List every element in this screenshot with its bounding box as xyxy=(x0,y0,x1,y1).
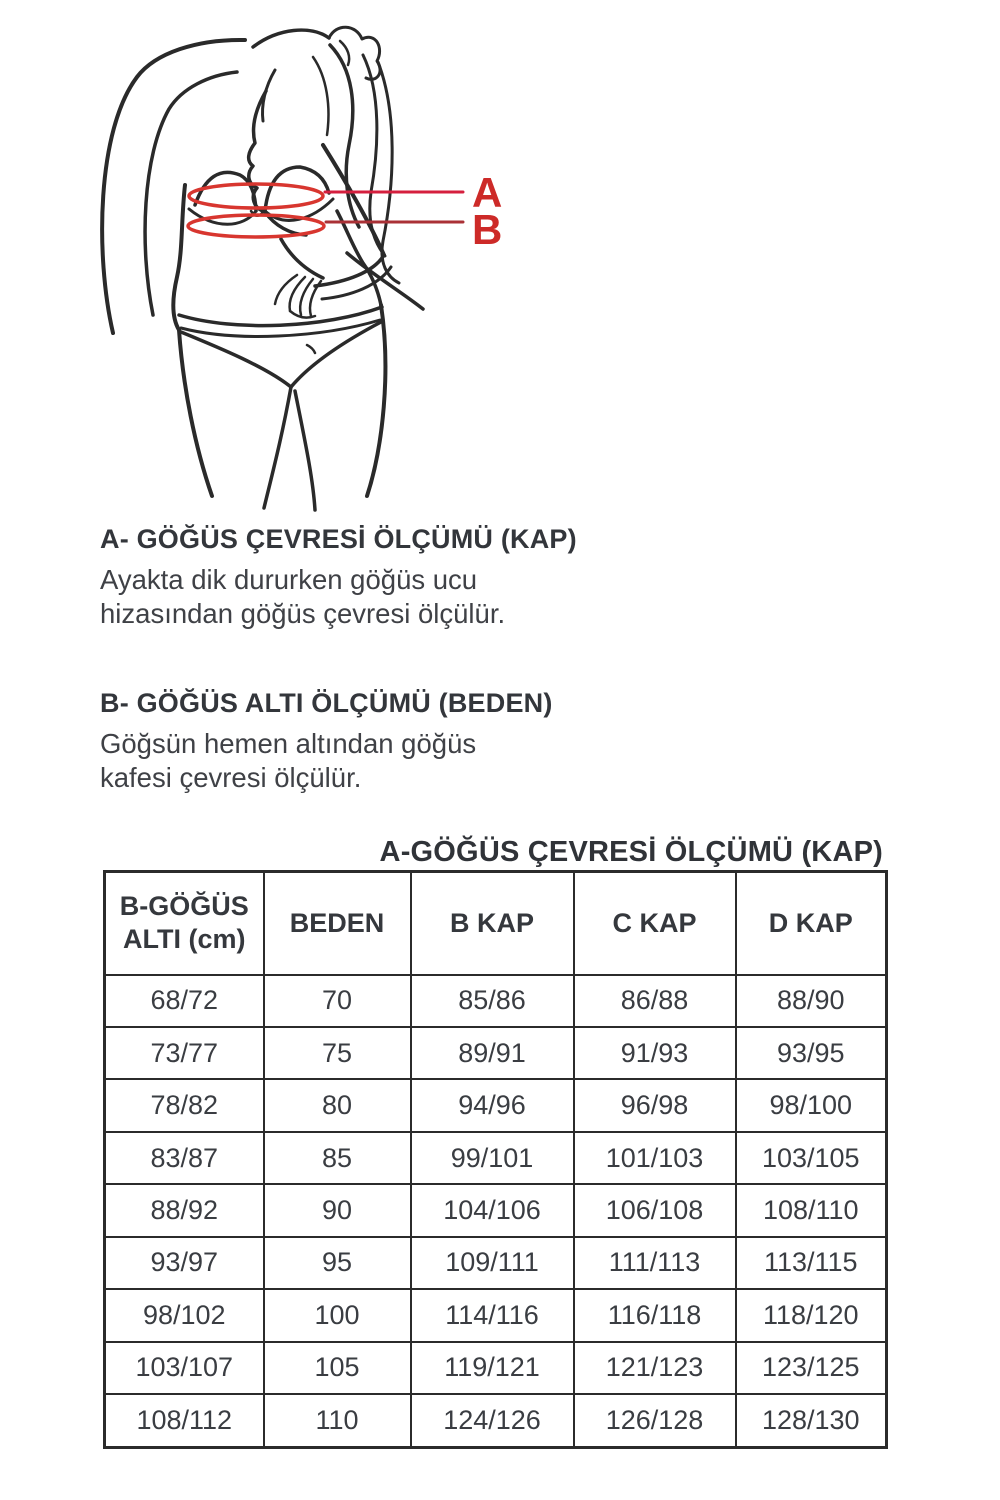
size-table-cell: 108/110 xyxy=(736,1184,887,1236)
measure-label-b: B xyxy=(472,206,503,253)
size-table-cell: 85 xyxy=(264,1132,411,1184)
section-a-line1: Ayakta dik dururken göğüs ucu xyxy=(100,564,478,595)
measurement-figure xyxy=(85,15,525,515)
size-table-cell: 94/96 xyxy=(411,1079,574,1131)
size-table-cell: 68/72 xyxy=(105,975,264,1027)
size-table-cell: 88/90 xyxy=(736,975,887,1027)
size-table-cell: 103/107 xyxy=(105,1342,264,1394)
size-table-cell: 98/100 xyxy=(736,1079,887,1131)
size-table-cell: 78/82 xyxy=(105,1079,264,1131)
body-outline-sketch xyxy=(102,27,423,510)
measure-label-a: A xyxy=(472,169,503,216)
size-table-cell: 111/113 xyxy=(574,1237,736,1289)
size-table-cell: 114/116 xyxy=(411,1289,574,1341)
size-table-cell: 70 xyxy=(264,975,411,1027)
size-table-cell: 118/120 xyxy=(736,1289,887,1341)
size-table-row xyxy=(105,1184,887,1236)
size-table-header-cell: C KAP xyxy=(574,872,736,975)
size-table-cell: 86/88 xyxy=(574,975,736,1027)
size-table-cell: 123/125 xyxy=(736,1342,887,1394)
size-table-cell: 116/118 xyxy=(574,1289,736,1341)
size-table-body xyxy=(105,975,887,1448)
size-table-cell: 126/128 xyxy=(574,1394,736,1447)
size-table-row xyxy=(105,1342,887,1394)
size-table-header-cell: B KAP xyxy=(411,872,574,975)
size-table-cell: 110 xyxy=(264,1394,411,1447)
size-table-header-cell: BEDEN xyxy=(264,872,411,975)
section-a-line2: hizasından göğüs çevresi ölçülür. xyxy=(100,598,506,629)
size-table-cell: 80 xyxy=(264,1079,411,1131)
size-table-row xyxy=(105,1394,887,1447)
size-table-cell: 96/98 xyxy=(574,1079,736,1131)
size-table-cell: 113/115 xyxy=(736,1237,887,1289)
size-table-cell: 75 xyxy=(264,1027,411,1079)
size-table-cell: 93/97 xyxy=(105,1237,264,1289)
size-table-row xyxy=(105,1079,887,1131)
size-table-cell: 105 xyxy=(264,1342,411,1394)
size-table-cell: 121/123 xyxy=(574,1342,736,1394)
size-table-header-cell: D KAP xyxy=(736,872,887,975)
section-bust-measure xyxy=(100,524,660,631)
size-table-cell: 124/126 xyxy=(411,1394,574,1447)
size-table-cell: 128/130 xyxy=(736,1394,887,1447)
size-table-cell: 95 xyxy=(264,1237,411,1289)
section-b-line2: kafesi çevresi ölçülür. xyxy=(100,762,362,793)
size-table-cell: 103/105 xyxy=(736,1132,887,1184)
size-table-header-row xyxy=(105,872,887,975)
size-table-cell: 91/93 xyxy=(574,1027,736,1079)
size-table-cell: 100 xyxy=(264,1289,411,1341)
size-table-row xyxy=(105,1289,887,1341)
size-table-cell: 106/108 xyxy=(574,1184,736,1236)
size-table-cell: 93/95 xyxy=(736,1027,887,1079)
size-table-cell: 90 xyxy=(264,1184,411,1236)
size-table-head xyxy=(105,872,887,975)
woman-sketch-illustration xyxy=(85,15,525,515)
size-table-cell: 98/102 xyxy=(105,1289,264,1341)
size-table-cell: 85/86 xyxy=(411,975,574,1027)
size-table-cell: 73/77 xyxy=(105,1027,264,1079)
size-table-header-cell: B-GÖĞÜS ALTI (cm) xyxy=(105,872,264,975)
section-b-line1: Göğsün hemen altından göğüs xyxy=(100,728,477,759)
size-table-cell: 88/92 xyxy=(105,1184,264,1236)
size-table-cell: 101/103 xyxy=(574,1132,736,1184)
size-table-cell: 89/91 xyxy=(411,1027,574,1079)
size-table-row xyxy=(105,1027,887,1079)
section-underbust-measure xyxy=(100,688,660,795)
section-a-heading: A- GÖĞÜS ÇEVRESİ ÖLÇÜMÜ (KAP) xyxy=(100,524,577,554)
size-table-row xyxy=(105,975,887,1027)
size-table-row xyxy=(105,1237,887,1289)
size-table-row xyxy=(105,1132,887,1184)
size-table-cell: 104/106 xyxy=(411,1184,574,1236)
size-table-cell: 99/101 xyxy=(411,1132,574,1184)
size-table-cell: 83/87 xyxy=(105,1132,264,1184)
underbust-measure-ellipse-b xyxy=(188,215,324,237)
size-table-title: A-GÖĞÜS ÇEVRESİ ÖLÇÜMÜ (KAP) xyxy=(379,836,883,868)
size-table-cell: 109/111 xyxy=(411,1237,574,1289)
section-b-heading: B- GÖĞÜS ALTI ÖLÇÜMÜ (BEDEN) xyxy=(100,688,553,718)
size-table-cell: 108/112 xyxy=(105,1394,264,1447)
size-table xyxy=(103,870,888,1449)
size-table-cell: 119/121 xyxy=(411,1342,574,1394)
